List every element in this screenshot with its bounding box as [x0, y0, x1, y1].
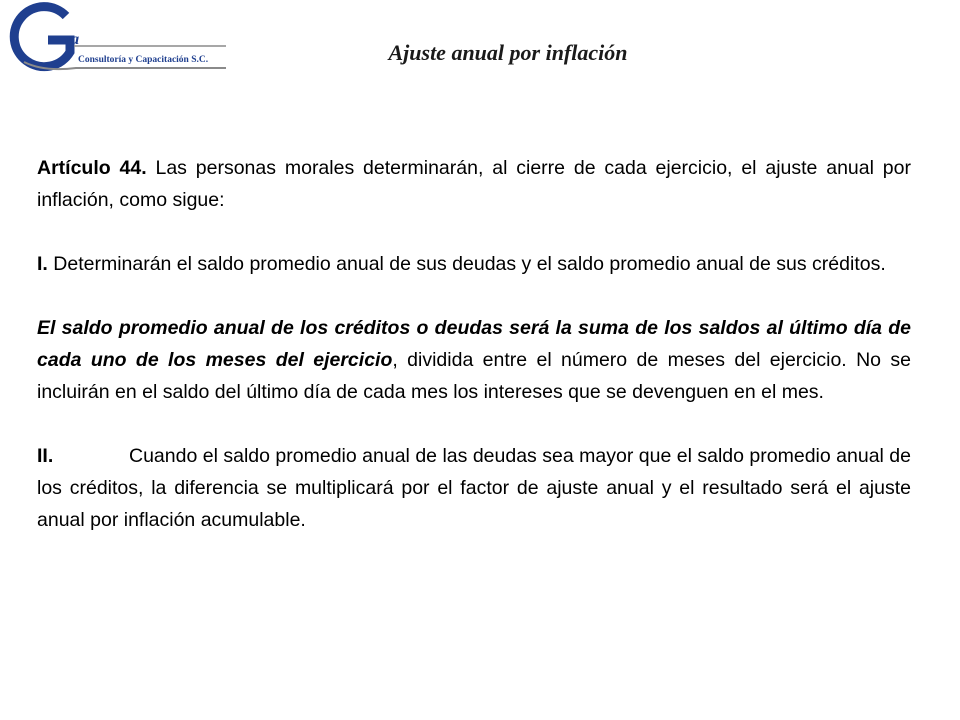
- average-balance-rule: [37, 312, 911, 408]
- section-1-number: I.: [37, 253, 48, 275]
- rule-text: , dividida entre el número de meses del ejercicio. No se incluirán en el saldo del último día de cada mes los intereses que se devenguen en el mes.: [37, 349, 911, 403]
- section-1-text: Determinarán el saldo promedio anual de sus deudas y el saldo promedio anual de sus créditos.: [47, 253, 886, 275]
- section-1: [37, 248, 911, 280]
- logo-letters: va: [64, 31, 80, 48]
- article-intro-text: Las personas morales determinarán, al cierre de cada ejercicio, el ajuste anual por inflación, como sigue:: [37, 157, 911, 211]
- page-title: Ajuste anual por inflación: [388, 40, 628, 65]
- article-intro: [37, 152, 911, 216]
- logo-company-name: Consultoría y Capacitación S.C.: [78, 55, 209, 65]
- article-body: [37, 152, 911, 536]
- section-2: [37, 440, 911, 536]
- section-2-number: II.: [37, 445, 54, 467]
- rule-emphasis: El saldo promedio anual de los créditos o deudas será la suma de los saldos al último día de cada uno de los meses del ejercicio: [37, 317, 911, 371]
- section-2-text: Cuando el saldo promedio anual de las deudas sea mayor que el saldo promedio anual de los créditos, la diferencia se multiplicará por el factor de ajuste anual y el resultado será el ajuste anual por inflación acumulable.: [37, 445, 911, 531]
- article-heading: Artículo 44.: [37, 157, 147, 179]
